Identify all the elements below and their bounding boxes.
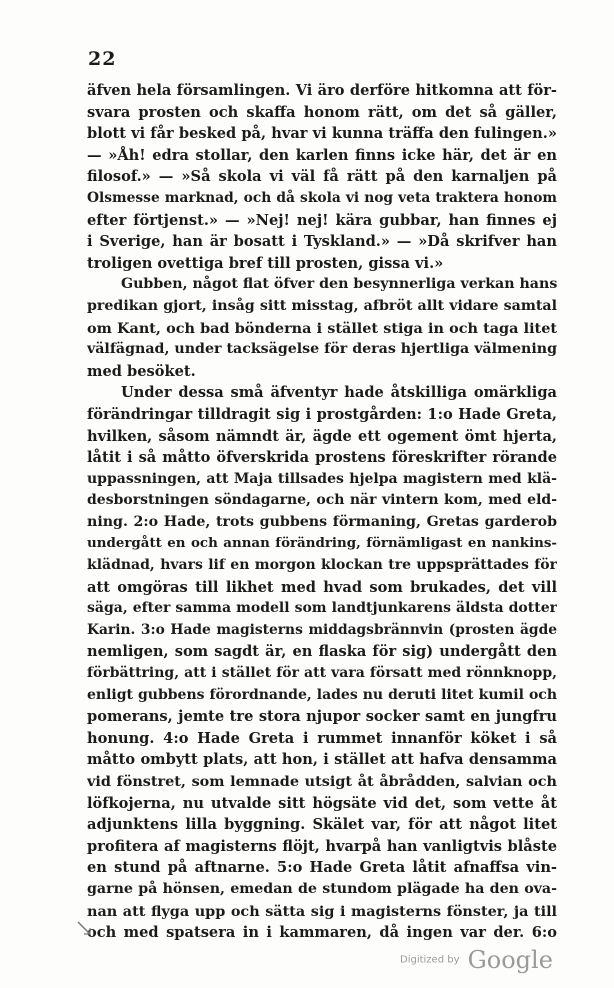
text-line: troligen ovettiga bref till prosten, gissa vi.» xyxy=(87,254,444,272)
text-line: löfkojerna, nu utvalde sitt högsäte vid det, som vette åt xyxy=(87,794,557,812)
text-line: och med spatsera in i kammaren, då ingen var der. 6:o xyxy=(87,924,557,942)
text-line: garne på hönsen, emedan de stundom plägade ha den ova- xyxy=(87,880,557,897)
text-line: med besöket. xyxy=(87,362,196,380)
text-line: förbättring, att i stället för att vara försatt med rönnknopp, xyxy=(87,665,557,682)
scan-corner-mark xyxy=(76,920,96,940)
text-line: nemligen, som sagdt är, en flaska för sig) undergått den xyxy=(87,643,557,661)
text-line: en stund på aftnarne. 5:o Hade Greta låtit afnaffsa vin- xyxy=(87,859,557,877)
page-number: 22 xyxy=(88,48,117,70)
text-line: svara prosten och skaffa honom rätt, om det så gäller, xyxy=(87,103,557,121)
text-line: förändringar tilldragit sig i prostgården: 1:o Hade Greta, xyxy=(87,405,557,423)
text-line: att omgöras till likhet med hvad som brukades, det vill xyxy=(87,578,557,596)
text-line: äfven hela församlingen. Vi äro derföre hitkomna att för- xyxy=(87,82,557,99)
text-line: honung. 4:o Hade Greta i rummet innanför köket i så xyxy=(87,729,557,747)
text-line: säga, efter samma modell som landtjunkarens äldsta dotter xyxy=(87,600,557,617)
digitized-by-watermark xyxy=(400,946,553,974)
text-line: desborstningen söndagarne, och när vintern kom, med eld- xyxy=(87,492,557,509)
text-line: Karin. 3:o Hade magisterns middagsbrännvin (prosten ägde xyxy=(87,621,557,638)
text-line: Gubben, något flat öfver den besynnerliga verkan hans xyxy=(121,276,557,293)
body-text xyxy=(87,80,557,944)
text-line: pomerans, jemte tre stora njupor socker samt en jungfru xyxy=(87,708,557,726)
text-line: vid fönstret, som lemnade utsigt åt åbrådden, salvian och xyxy=(87,773,557,790)
digitized-label: Digitized by xyxy=(400,954,460,966)
text-line: profitera af magisterns flöjt, hvarpå han vanligtvis blåste xyxy=(87,837,557,855)
text-line: predikan gjort, insåg sitt misstag, afbröt allt vidare samtal xyxy=(87,297,557,314)
text-line: uppassningen, att Maja tillsades hjelpa magistern med klä- xyxy=(87,470,557,487)
text-line: filosof.» — »Så skola vi väl få rätt på den karnaljen på xyxy=(87,168,557,186)
text-line: om Kant, och bad bönderna i stället stiga in och taga litet xyxy=(87,319,557,337)
text-line: hvilken, såsom nämndt är, ägde ett ogement ömt hjerta, xyxy=(87,427,557,445)
text-line: — »Åh! edra stollar, den karlen finns icke här, det är en xyxy=(87,146,557,164)
text-line: efter förtjenst.» — »Nej! nej! kära gubbar, han finnes ej xyxy=(87,211,557,229)
text-line: nan att flyga upp och sätta sig i magisterns fönster, ja till xyxy=(87,902,557,920)
text-line: Under dessa små äfventyr hade åtskilliga omärkliga xyxy=(121,384,557,402)
google-logo: Google xyxy=(467,946,553,974)
text-line: blott vi får besked på, hvar vi kunna träffa den fulingen.» xyxy=(87,125,557,143)
text-line: välfägnad, under tacksägelse för deras hjertliga välmening xyxy=(87,341,557,358)
text-line: klädnad, hvars lif en morgon klockan tre uppsprättades för xyxy=(87,557,557,574)
text-line: i Sverige, han är bosatt i Tyskland.» — »Då skrifver han xyxy=(87,233,557,251)
text-line: adjunktens lilla byggning. Skälet var, för att något litet xyxy=(87,816,557,834)
text-line: måtto ombytt plats, att hon, i stället att hafva densamma xyxy=(87,751,557,769)
text-line: enligt gubbens förordnande, lades nu deruti litet kumil och xyxy=(87,686,557,703)
text-line: låtit i så måtto öfverskrida prostens föreskrifter rörande xyxy=(87,449,557,467)
text-line: undergått en och annan förändring, förnämligast en nankins- xyxy=(87,535,557,552)
text-line: Olsmesse marknad, och då skola vi nog veta traktera honom xyxy=(87,189,557,206)
text-line: ning. 2:o Hade, trots gubbens förmaning, Gretas garderob xyxy=(87,513,557,530)
